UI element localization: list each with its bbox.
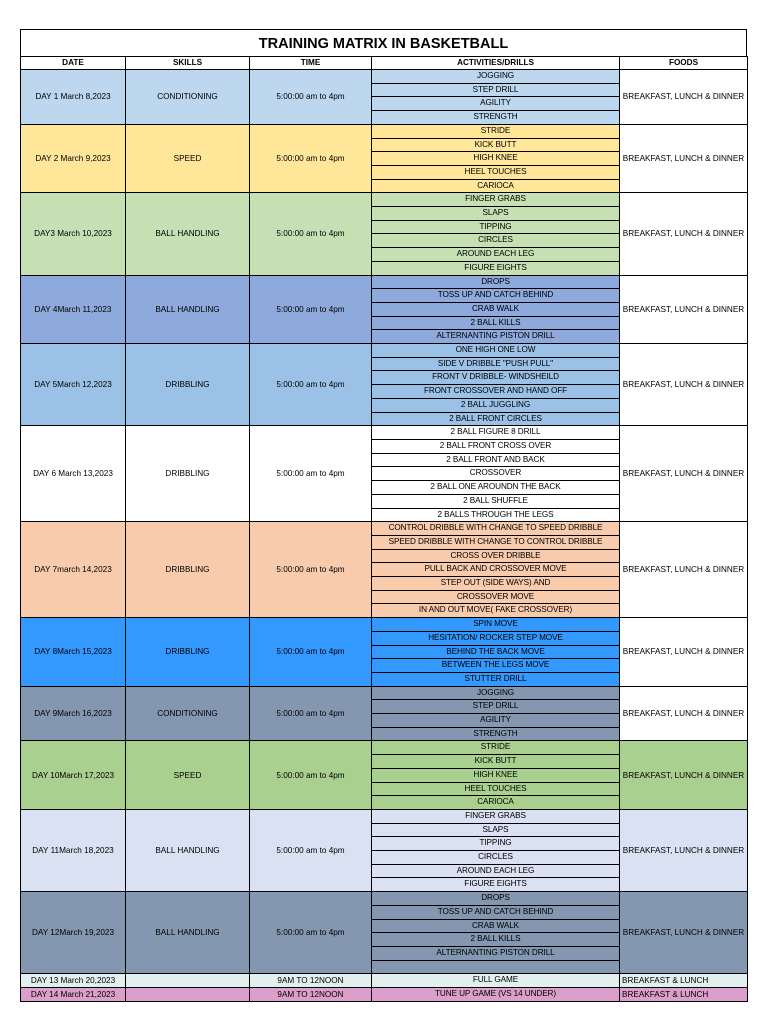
- header-time: TIME: [250, 57, 372, 70]
- activity-cell: STEP OUT (SIDE WAYS) AND: [372, 577, 620, 591]
- activity-cell: HIGH KNEE: [372, 768, 620, 782]
- day-time-cell: 5:00:00 am to 4pm: [250, 344, 372, 426]
- table-row: [21, 892, 748, 906]
- day-time-cell: 5:00:00 am to 4pm: [250, 70, 372, 125]
- activity-cell: KICK BUTT: [372, 755, 620, 769]
- day-date-cell: DAY 2 March 9,2023: [21, 124, 126, 193]
- activity-cell: 2 BALL ONE AROUNDN THE BACK: [372, 481, 620, 495]
- table-row: [21, 522, 748, 536]
- activity-cell: STRENGTH: [372, 727, 620, 741]
- day-skill-cell: [126, 974, 250, 988]
- day-food-cell: BREAKFAST, LUNCH & DINNER: [620, 124, 748, 193]
- table-row: [21, 193, 748, 207]
- activity-cell: TIPPING: [372, 837, 620, 851]
- day-time-cell: 5:00:00 am to 4pm: [250, 426, 372, 522]
- activity-cell: DROPS: [372, 892, 620, 906]
- day-skill-cell: DRIBBLING: [126, 522, 250, 618]
- day-food-cell: BREAKFAST, LUNCH & DINNER: [620, 275, 748, 344]
- day-food-cell: BREAKFAST, LUNCH & DINNER: [620, 344, 748, 426]
- activity-cell: 2 BALL KILLS: [372, 933, 620, 947]
- activity-cell: HESITATION/ ROCKER STEP MOVE: [372, 631, 620, 645]
- day-time-cell: 5:00:00 am to 4pm: [250, 275, 372, 344]
- training-matrix-sheet: [20, 29, 747, 1002]
- activity-cell: ALTERNANTING PISTON DRILL: [372, 947, 620, 961]
- day-date-cell: DAY 9March 16,2023: [21, 686, 126, 741]
- day-time-cell: 5:00:00 am to 4pm: [250, 193, 372, 275]
- activity-cell: TOSS UP AND CATCH BEHIND: [372, 289, 620, 303]
- activity-cell: HEEL TOUCHES: [372, 165, 620, 179]
- day-date-cell: DAY 14 March 21,2023: [21, 988, 126, 1002]
- activity-cell: [372, 960, 620, 974]
- day-date-cell: DAY3 March 10,2023: [21, 193, 126, 275]
- day-date-cell: DAY 13 March 20,2023: [21, 974, 126, 988]
- day-skill-cell: CONDITIONING: [126, 686, 250, 741]
- activity-cell: BETWEEN THE LEGS MOVE: [372, 659, 620, 673]
- day-time-cell: 5:00:00 am to 4pm: [250, 892, 372, 974]
- activity-cell: IN AND OUT MOVE( FAKE CROSSOVER): [372, 604, 620, 618]
- activity-cell: AGILITY: [372, 97, 620, 111]
- activity-cell: SIDE V DRIBBLE "PUSH PULL": [372, 357, 620, 371]
- activity-cell: CIRCLES: [372, 851, 620, 865]
- day-skill-cell: DRIBBLING: [126, 426, 250, 522]
- activity-cell: 2 BALL KILLS: [372, 316, 620, 330]
- table-row: [21, 974, 748, 988]
- activity-cell: 2 BALL JUGGLING: [372, 398, 620, 412]
- day-skill-cell: DRIBBLING: [126, 344, 250, 426]
- table-row: [21, 124, 748, 138]
- activity-cell: 2 BALL FRONT AND BACK: [372, 453, 620, 467]
- day-skill-cell: SPEED: [126, 741, 250, 810]
- day-food-cell: BREAKFAST, LUNCH & DINNER: [620, 741, 748, 810]
- activity-cell: FIGURE EIGHTS: [372, 878, 620, 892]
- day-skill-cell: CONDITIONING: [126, 70, 250, 125]
- day-time-cell: 9AM TO 12NOON: [250, 988, 372, 1002]
- day-date-cell: DAY 4March 11,2023: [21, 275, 126, 344]
- table-row: [21, 988, 748, 1002]
- sheet-title: TRAINING MATRIX IN BASKETBALL: [20, 29, 747, 56]
- table-body: [21, 70, 748, 1002]
- activity-cell: CARIOCA: [372, 796, 620, 810]
- activity-cell: FULL GAME: [372, 974, 620, 988]
- activity-cell: 2 BALL FRONT CROSS OVER: [372, 439, 620, 453]
- activity-cell: TIPPING: [372, 220, 620, 234]
- day-skill-cell: [126, 988, 250, 1002]
- header-row: [21, 57, 748, 70]
- activity-cell: KICK BUTT: [372, 138, 620, 152]
- day-food-cell: BREAKFAST, LUNCH & DINNER: [620, 193, 748, 275]
- table-row: [21, 809, 748, 823]
- activity-cell: SLAPS: [372, 823, 620, 837]
- day-time-cell: 5:00:00 am to 4pm: [250, 686, 372, 741]
- table-row: [21, 344, 748, 358]
- header-skills: SKILLS: [126, 57, 250, 70]
- day-food-cell: BREAKFAST & LUNCH: [620, 974, 748, 988]
- activity-cell: TUNE UP GAME (VS 14 UNDER): [372, 988, 620, 1002]
- header-activities: ACTIVITIES/DRILLS: [372, 57, 620, 70]
- day-skill-cell: BALL HANDLING: [126, 193, 250, 275]
- day-date-cell: DAY 6 March 13,2023: [21, 426, 126, 522]
- activity-cell: CARIOCA: [372, 179, 620, 193]
- day-date-cell: DAY 8March 15,2023: [21, 618, 126, 687]
- day-food-cell: BREAKFAST, LUNCH & DINNER: [620, 892, 748, 974]
- activity-cell: ALTERNANTING PISTON DRILL: [372, 330, 620, 344]
- activity-cell: JOGGING: [372, 686, 620, 700]
- day-food-cell: BREAKFAST & LUNCH: [620, 988, 748, 1002]
- activity-cell: STRENGTH: [372, 111, 620, 125]
- table-row: [21, 426, 748, 440]
- training-table: [20, 56, 748, 1002]
- activity-cell: STUTTER DRILL: [372, 672, 620, 686]
- activity-cell: 2 BALL FRONT CIRCLES: [372, 412, 620, 426]
- day-skill-cell: BALL HANDLING: [126, 809, 250, 891]
- activity-cell: HEEL TOUCHES: [372, 782, 620, 796]
- activity-cell: FIGURE EIGHTS: [372, 261, 620, 275]
- activity-cell: AGILITY: [372, 714, 620, 728]
- activity-cell: STRIDE: [372, 124, 620, 138]
- table-row: [21, 275, 748, 289]
- activity-cell: AROUND EACH LEG: [372, 864, 620, 878]
- day-skill-cell: BALL HANDLING: [126, 892, 250, 974]
- day-food-cell: BREAKFAST, LUNCH & DINNER: [620, 686, 748, 741]
- activity-cell: SPIN MOVE: [372, 618, 620, 632]
- day-date-cell: DAY 11March 18,2023: [21, 809, 126, 891]
- day-time-cell: 5:00:00 am to 4pm: [250, 741, 372, 810]
- day-time-cell: 5:00:00 am to 4pm: [250, 522, 372, 618]
- day-date-cell: DAY 10March 17,2023: [21, 741, 126, 810]
- day-date-cell: DAY 1 March 8,2023: [21, 70, 126, 125]
- activity-cell: FRONT V DRIBBLE- WINDSHEILD: [372, 371, 620, 385]
- activity-cell: 2 BALL FIGURE 8 DRILL: [372, 426, 620, 440]
- activity-cell: FRONT CROSSOVER AND HAND OFF: [372, 385, 620, 399]
- activity-cell: JOGGING: [372, 70, 620, 84]
- header-foods: FOODS: [620, 57, 748, 70]
- day-skill-cell: BALL HANDLING: [126, 275, 250, 344]
- day-time-cell: 9AM TO 12NOON: [250, 974, 372, 988]
- activity-cell: CROSSOVER: [372, 467, 620, 481]
- activity-cell: DROPS: [372, 275, 620, 289]
- table-row: [21, 686, 748, 700]
- activity-cell: STEP DRILL: [372, 700, 620, 714]
- activity-cell: 2 BALLS THROUGH THE LEGS: [372, 508, 620, 522]
- table-row: [21, 70, 748, 84]
- day-skill-cell: SPEED: [126, 124, 250, 193]
- activity-cell: FINGER GRABS: [372, 193, 620, 207]
- activity-cell: SPEED DRIBBLE WITH CHANGE TO CONTROL DRIBBLE: [372, 535, 620, 549]
- activity-cell: CROSSOVER MOVE: [372, 590, 620, 604]
- day-time-cell: 5:00:00 am to 4pm: [250, 809, 372, 891]
- activity-cell: TOSS UP AND CATCH BEHIND: [372, 905, 620, 919]
- activity-cell: CRAB WALK: [372, 919, 620, 933]
- table-row: [21, 741, 748, 755]
- activity-cell: STRIDE: [372, 741, 620, 755]
- activity-cell: STEP DRILL: [372, 83, 620, 97]
- activity-cell: CIRCLES: [372, 234, 620, 248]
- activity-cell: 2 BALL SHUFFLE: [372, 494, 620, 508]
- day-food-cell: BREAKFAST, LUNCH & DINNER: [620, 522, 748, 618]
- activity-cell: FINGER GRABS: [372, 809, 620, 823]
- activity-cell: BEHIND THE BACK MOVE: [372, 645, 620, 659]
- day-food-cell: BREAKFAST, LUNCH & DINNER: [620, 618, 748, 687]
- table-row: [21, 618, 748, 632]
- day-food-cell: BREAKFAST, LUNCH & DINNER: [620, 809, 748, 891]
- day-date-cell: DAY 12March 19,2023: [21, 892, 126, 974]
- activity-cell: HIGH KNEE: [372, 152, 620, 166]
- day-skill-cell: DRIBBLING: [126, 618, 250, 687]
- activity-cell: CROSS OVER DRIBBLE: [372, 549, 620, 563]
- day-time-cell: 5:00:00 am to 4pm: [250, 124, 372, 193]
- activity-cell: CONTROL DRIBBLE WITH CHANGE TO SPEED DRIBBLE: [372, 522, 620, 536]
- activity-cell: ONE HIGH ONE LOW: [372, 344, 620, 358]
- day-date-cell: DAY 7march 14,2023: [21, 522, 126, 618]
- header-date: DATE: [21, 57, 126, 70]
- day-date-cell: DAY 5March 12,2023: [21, 344, 126, 426]
- day-food-cell: BREAKFAST, LUNCH & DINNER: [620, 70, 748, 125]
- activity-cell: AROUND EACH LEG: [372, 248, 620, 262]
- activity-cell: PULL BACK AND CROSSOVER MOVE: [372, 563, 620, 577]
- activity-cell: SLAPS: [372, 207, 620, 221]
- day-food-cell: BREAKFAST, LUNCH & DINNER: [620, 426, 748, 522]
- day-time-cell: 5:00:00 am to 4pm: [250, 618, 372, 687]
- activity-cell: CRAB WALK: [372, 302, 620, 316]
